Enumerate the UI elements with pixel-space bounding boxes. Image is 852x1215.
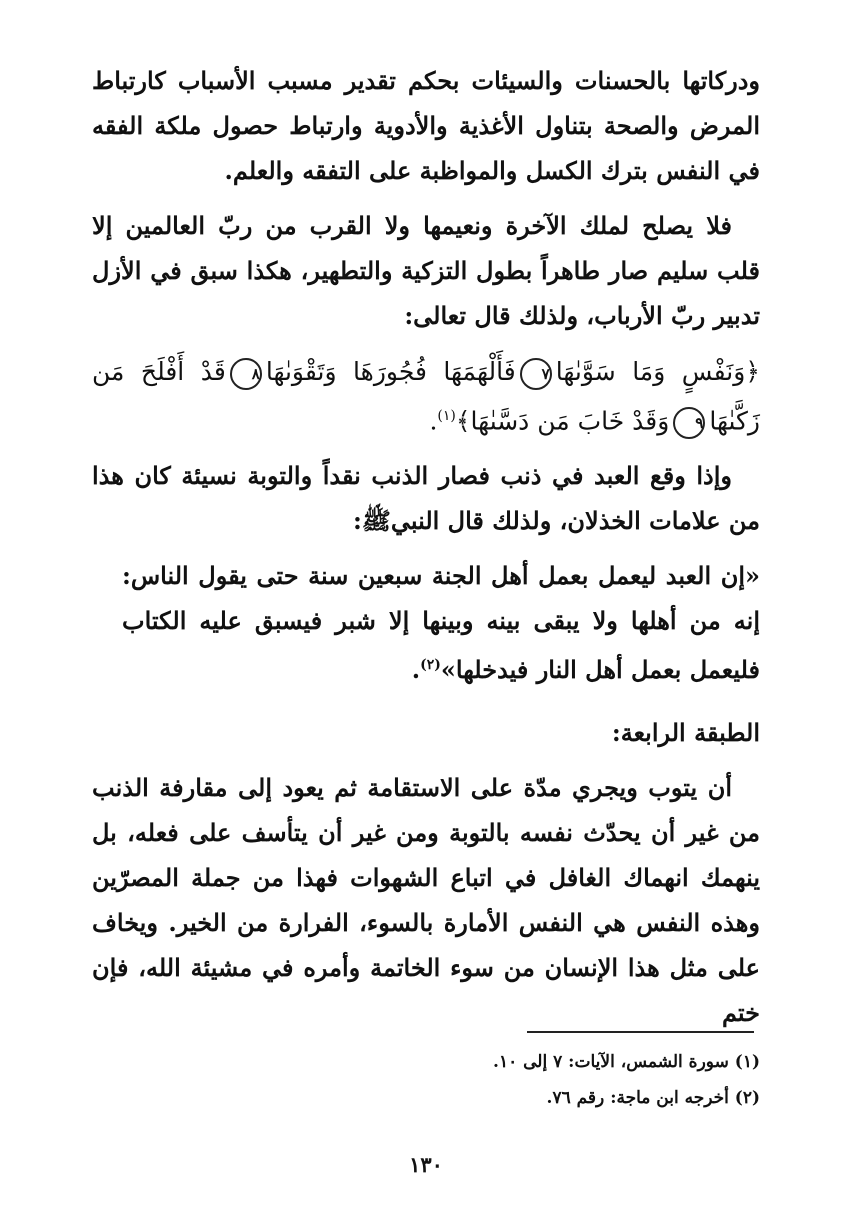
quran-open-bracket: ﴿: [745, 357, 760, 386]
quran-part-3: قَدْ أَفْلَحَ مَن زَكَّىٰهَا: [92, 357, 760, 436]
quran-end: .: [429, 406, 438, 436]
ayah-number-7: ٧: [520, 358, 552, 390]
quran-close-bracket: ﴾: [455, 406, 471, 436]
footnote-2: [92, 1080, 760, 1116]
section-heading: الطبقة الرابعة:: [611, 718, 760, 748]
paragraph-3: وإذا وقع العبد في ذنب فصار الذنب نقداً والتوبة نسيئة كان هذا من علامات الخذلان، ولذلك قال النبيﷺ:: [92, 461, 760, 536]
footnote-text: سورة الشمس، الآيات: ٧ إلى ١٠.: [493, 1052, 729, 1072]
quran-part-4: وَقَدْ خَابَ مَن دَسَّىٰهَا: [470, 406, 670, 436]
hadith-text: «إن العبد ليعمل بعمل أهل الجنة سبعين سنة حتى يقول الناس: إنه من أهلها ولا يبقى بينه وبينها إلا شبر فيسبق عليه الكتاب فليعمل بعمل أهل النار فيدخلها»: [122, 561, 760, 685]
ayah-number-8: ٨: [230, 358, 262, 390]
footnote-divider: [527, 1031, 754, 1033]
footnote-text: أخرجه ابن ماجة: رقم ٧٦.: [546, 1088, 729, 1108]
page-number: ١٣٠: [409, 1152, 443, 1177]
body-text: [92, 58, 760, 1035]
paragraph-4: أن يتوب ويجري مدّة على الاستقامة ثم يعود إلى مقارفة الذنب من غير أن يحدّث نفسه بالتوبة ومن غير أن يتأسف على فعله، بل ينهمك انهماك الغافل في اتباع الشهوات فهذا من جملة المصرّين وهذه النفس هي النفس الأمارة بالسوء، الفرارة من الخير. ويخاف على مثل هذا الإنسان من سوء الخاتمة وأمره في مشيئة الله، فإن ختم: [92, 773, 760, 1028]
footnote-ref-2: (٢): [420, 657, 441, 674]
quran-part-2: فَأَلْهَمَهَا فُجُورَهَا وَتَقْوَىٰهَا: [265, 357, 516, 386]
quran-verse: [92, 350, 760, 443]
hadith-end: .: [411, 655, 421, 685]
footnote-1: [92, 1044, 760, 1080]
hadith-quote: [92, 553, 760, 692]
footnote-number: (١): [734, 1052, 760, 1072]
footnotes: [92, 1044, 760, 1116]
footnote-ref-1: (١): [437, 408, 456, 424]
paragraph-2: فلا يصلح لملك الآخرة ونعيمها ولا القرب من ربّ العالمين إلا قلب سليم صار طاهراً بطول التزكية والتطهير، هكذا سبق في الأزل تدبير ربّ الأرباب، ولذلك قال تعالى:: [92, 211, 760, 330]
paragraph-1: ودركاتها بالحسنات والسيئات بحكم تقدير مسبب الأسباب كارتباط المرض والصحة بتناول الأغذية والأدوية وارتباط حصول ملكة الفقه في النفس بترك الكسل والمواظبة على التفقه والعلم.: [92, 66, 760, 185]
ayah-number-9: ٩: [673, 407, 705, 439]
quran-part-1: وَنَفْسٍ وَمَا سَوَّىٰهَا: [555, 357, 746, 386]
footnote-number: (٢): [734, 1088, 760, 1108]
